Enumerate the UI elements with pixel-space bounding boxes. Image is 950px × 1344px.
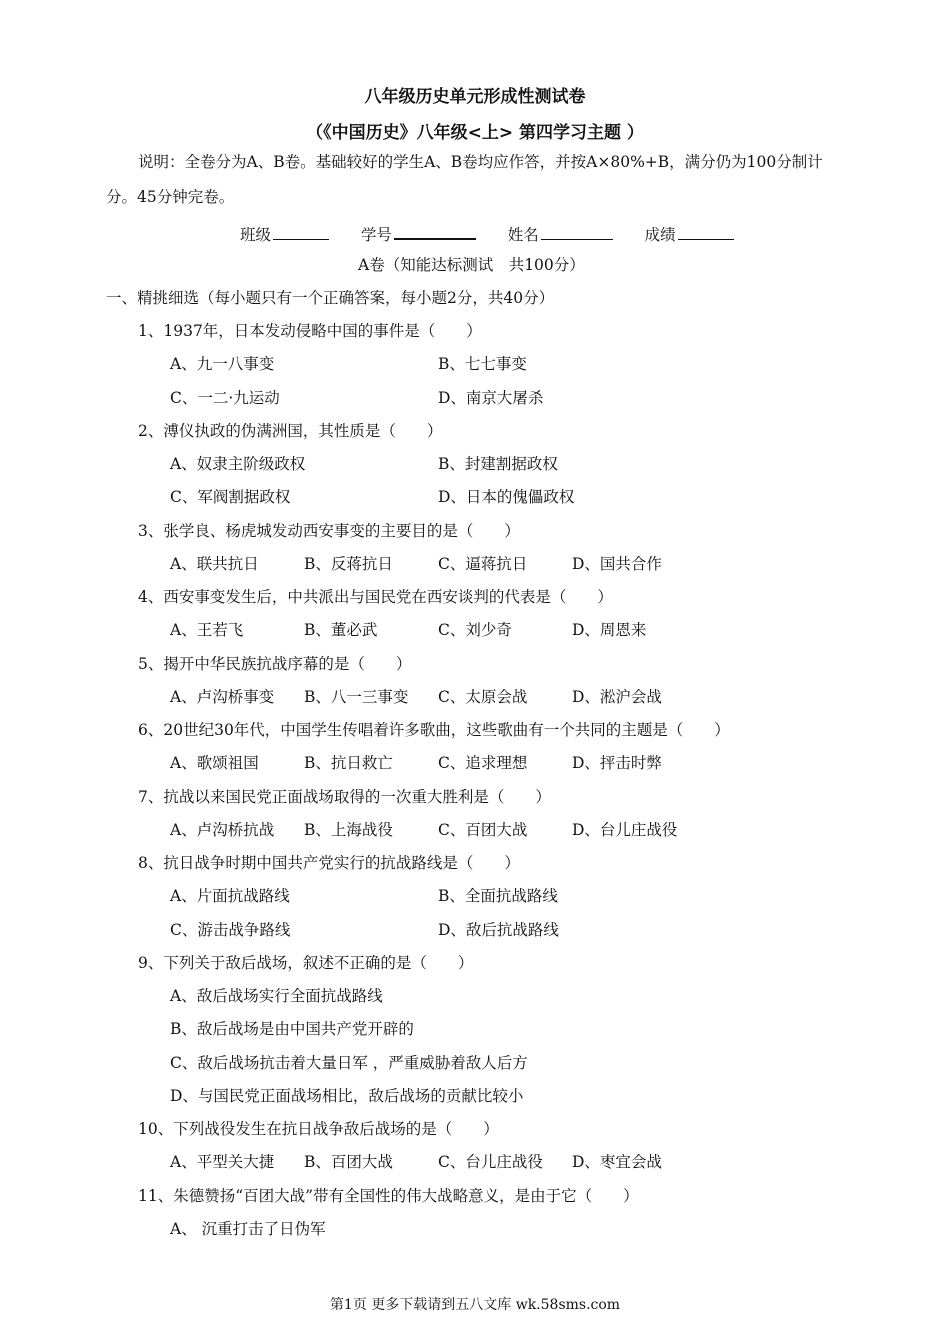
question-11: 11、朱德赞扬“百团大战”带有全国性的伟大战略意义，是由于它（ ） xyxy=(138,1187,639,1205)
option: D、敌后抗战路线 xyxy=(438,921,559,939)
option: B、百团大战 xyxy=(304,1153,393,1171)
option: C、太原会战 xyxy=(438,688,528,706)
question-4: 4、西安事变发生后，中共派出与国民党在西安谈判的代表是（ ） xyxy=(138,588,613,606)
option: A、片面抗战路线 xyxy=(170,887,290,905)
option: A、卢沟桥抗战 xyxy=(170,821,275,839)
option: A、九一八事变 xyxy=(170,355,275,373)
page-subtitle: （《中国历史》八年级<上> 第四学习主题 ） xyxy=(306,123,644,143)
number-blank[interactable] xyxy=(394,222,476,240)
option: B、全面抗战路线 xyxy=(438,887,558,905)
option: D、日本的傀儡政权 xyxy=(438,488,575,506)
option: D、淞沪会战 xyxy=(572,688,662,706)
part-1-heading: 一、精挑细选（每小题只有一个正确答案，每小题2分，共40分） xyxy=(106,289,555,307)
question-8: 8、抗日战争时期中国共产党实行的抗战路线是（ ） xyxy=(138,854,520,872)
option: C、一二·九运动 xyxy=(170,389,280,407)
score-label: 成绩 xyxy=(644,226,676,244)
section-a-heading: A卷（知能达标测试 共100分） xyxy=(358,256,585,274)
option: A、王若飞 xyxy=(170,621,244,639)
option: A、平型关大捷 xyxy=(170,1153,275,1171)
option: B、八一三事变 xyxy=(304,688,409,706)
option: D、国共合作 xyxy=(572,555,662,573)
option: B、封建割据政权 xyxy=(438,455,558,473)
class-label: 班级 xyxy=(240,226,272,244)
option: C、逼蒋抗日 xyxy=(438,555,528,573)
question-6: 6、20世纪30年代，中国学生传唱着许多歌曲，这些歌曲有一个共同的主题是（ ） xyxy=(138,721,730,739)
option: A、 沉重打击了日伪军 xyxy=(170,1220,326,1238)
page-title: 八年级历史单元形成性测试卷 xyxy=(364,87,586,107)
option: A、卢沟桥事变 xyxy=(170,688,275,706)
option: A、敌后战场实行全面抗战路线 xyxy=(170,987,383,1005)
option: A、奴隶主阶级政权 xyxy=(170,455,306,473)
option: C、敌后战场抗击着大量日军 ，严重威胁着敌人后方 xyxy=(170,1054,528,1072)
name-blank[interactable] xyxy=(541,223,613,240)
option: B、抗日救亡 xyxy=(304,754,393,772)
option: C、刘少奇 xyxy=(438,621,512,639)
name-label: 姓名 xyxy=(507,226,539,244)
option: A、歌颂祖国 xyxy=(170,754,259,772)
score-blank[interactable] xyxy=(678,223,734,240)
option: B、七七事变 xyxy=(438,355,527,373)
option: B、反蒋抗日 xyxy=(304,555,393,573)
question-7: 7、抗战以来国民党正面战场取得的一次重大胜利是（ ） xyxy=(138,788,551,806)
option: D、枣宜会战 xyxy=(572,1153,662,1171)
question-1: 1、1937年，日本发动侵略中国的事件是（ ） xyxy=(138,322,482,340)
option: A、联共抗日 xyxy=(170,555,259,573)
option: C、军阀割据政权 xyxy=(170,488,291,506)
number-label: 学号 xyxy=(360,226,392,244)
option: C、游击战争路线 xyxy=(170,921,291,939)
class-blank[interactable] xyxy=(273,223,329,240)
page-footer: 第1页 更多下载请到五八文库 wk.58sms.com xyxy=(329,1297,621,1313)
intro-line-1: 说明：全卷分为A、B卷。基础较好的学生A、B卷均应作答，并按A×80%+B，满分仍为100分制计 xyxy=(138,153,823,171)
option: C、百团大战 xyxy=(438,821,528,839)
option: D、南京大屠杀 xyxy=(438,389,544,407)
intro-line-2: 分。45分钟完卷。 xyxy=(106,188,235,206)
question-3: 3、张学良、杨虎城发动西安事变的主要目的是（ ） xyxy=(138,522,520,540)
option: D、周恩来 xyxy=(572,621,647,639)
option: B、上海战役 xyxy=(304,821,393,839)
option: C、台儿庄战役 xyxy=(438,1153,543,1171)
question-2: 2、溥仪执政的伪满洲国，其性质是（ ） xyxy=(138,422,443,440)
question-9: 9、下列关于敌后战场，叙述不正确的是（ ） xyxy=(138,954,474,972)
option: D、台儿庄战役 xyxy=(572,821,678,839)
question-5: 5、揭开中华民族抗战序幕的是（ ） xyxy=(138,655,412,673)
student-info-row xyxy=(240,222,734,245)
option: B、敌后战场是由中国共产党开辟的 xyxy=(170,1020,414,1038)
option: D、抨击时弊 xyxy=(572,754,662,772)
option: D、与国民党正面战场相比，敌后战场的贡献比较小 xyxy=(170,1087,524,1105)
option: C、追求理想 xyxy=(438,754,528,772)
question-10: 10、下列战役发生在抗日战争敌后战场的是（ ） xyxy=(138,1120,499,1138)
option: B、董必武 xyxy=(304,621,378,639)
